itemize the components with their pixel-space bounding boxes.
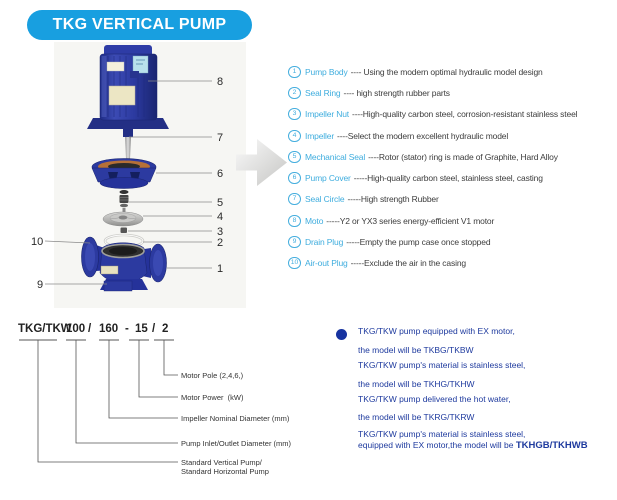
part-row (288, 146, 616, 167)
pump-exploded-diagram (30, 42, 290, 312)
note-last-prefix: equipped with EX motor,the model will be (358, 440, 516, 450)
callout-1: 1 (217, 263, 224, 275)
part-row (288, 253, 616, 274)
part-description: -----High strength Rubber (347, 194, 439, 205)
model-variant-notes (333, 326, 615, 461)
circled-number: 3 (288, 108, 301, 120)
model-segment-pole: 2 (162, 323, 169, 335)
circled-number: 9 (288, 236, 301, 248)
callout-9: 9 (37, 279, 44, 291)
part-name: Impeller (305, 130, 335, 141)
part-description: ---- high strength rubber parts (343, 87, 450, 98)
part-row (288, 231, 616, 252)
pump-cover-illustration (92, 159, 156, 189)
callout-6: 6 (217, 168, 224, 180)
callout-10: 10 (31, 236, 44, 248)
note-line: the model will be TKHG/TKHW (358, 379, 475, 389)
note-last-bold-model: TKHGB/TKHWB (515, 440, 588, 451)
part-row (288, 125, 616, 146)
part-name: Pump Cover (305, 173, 351, 184)
part-row (288, 210, 616, 231)
callout-7: 7 (217, 132, 224, 144)
model-segment-power: 15 (135, 323, 148, 335)
circled-number: 1 (288, 66, 301, 78)
callout-4: 4 (217, 211, 224, 223)
label-motor-power: Motor Power (kW) (181, 393, 244, 402)
part-description: -----Y2 or YX3 series energy-efficient V1 motor (326, 215, 495, 226)
model-separator: / (88, 323, 92, 335)
part-row (288, 61, 616, 82)
circled-number: 7 (288, 193, 301, 205)
page-title: TKG VERTICAL PUMP (27, 10, 252, 40)
part-description: -----Empty the pump case once stopped (346, 237, 491, 248)
motor-nameplate-cream (109, 86, 135, 105)
part-description: -----High-quality carbon steel, stainless steel, casting (353, 173, 543, 184)
part-description: ---- Using the modern optimal hydraulic model design (350, 66, 543, 77)
model-segment-inlet: 100 (66, 323, 86, 335)
part-name: Pump Body (305, 66, 348, 77)
part-description: ----Select the modern excellent hydraulic model (337, 130, 509, 141)
model-separator: - (125, 323, 129, 335)
circled-number: 6 (288, 172, 301, 184)
model-segment-series: TKG/TKW (18, 323, 72, 335)
callout-2: 2 (217, 237, 224, 249)
pump-body-label (101, 266, 118, 274)
part-name: Mechanical Seal (305, 151, 366, 162)
label-inlet-outlet: Pump Inlet/Outlet Diameter (mm) (181, 439, 292, 448)
label-motor-pole: Motor Pole (2,4,6,) (181, 371, 244, 380)
part-row (288, 167, 616, 188)
motor-nameplate-cyan (133, 56, 148, 73)
callout-5: 5 (217, 197, 224, 209)
impeller-nut-illustration (121, 228, 128, 234)
part-name: Air-out Plug (305, 258, 348, 269)
model-separator: / (152, 323, 156, 335)
part-description: -----Exclude the air in the casing (350, 258, 466, 269)
circled-number: 10 (288, 257, 301, 269)
part-description: ----High-quality carbon steel, corrosion-resistant stainless steel (352, 109, 578, 120)
bullet-icon (336, 329, 347, 340)
model-code-text (18, 323, 168, 335)
circled-number: 8 (288, 215, 301, 227)
motor-label-small (107, 62, 124, 71)
label-standard-vertical: Standard Vertical Pump/ (181, 458, 262, 467)
impeller-illustration (103, 212, 143, 226)
part-name: Seal Circle (305, 194, 345, 205)
note-line: the model will be TKRG/TKRW (358, 412, 475, 422)
circled-number: 2 (288, 87, 301, 99)
model-segment-impeller: 160 (99, 323, 119, 335)
label-impeller-diameter: Impeller Nominal Diameter (mm) (181, 414, 290, 423)
callout-8: 8 (217, 76, 224, 88)
part-row (288, 104, 616, 125)
part-name: Seal Ring (305, 87, 341, 98)
note-line-last (358, 440, 588, 451)
note-line: the model will be TKBG/TKBW (358, 345, 474, 355)
part-name: Moto (305, 215, 324, 226)
pump-diagram-svg (30, 42, 290, 312)
parts-list (288, 61, 616, 274)
part-row (288, 189, 616, 210)
model-connector-lines (38, 340, 178, 462)
circled-number: 4 (288, 130, 301, 142)
model-labels (181, 371, 292, 476)
model-code-breakdown (0, 318, 310, 493)
part-description: ----Rotor (stator) ring is made of Graphite, Hard Alloy (368, 151, 558, 162)
callout-3: 3 (217, 226, 224, 238)
note-line: TKG/TKW pump's material is stainless steel, (358, 360, 526, 370)
part-name: Drain Plug (305, 237, 344, 248)
model-code-svg (0, 318, 310, 493)
part-row (288, 82, 616, 103)
note-line: TKG/TKW pump's material is stainless steel, (358, 429, 526, 439)
note-line: TKG/TKW pump delivered the hot water, (358, 394, 511, 404)
note-line: TKG/TKW pump equipped with EX motor, (358, 326, 515, 336)
part-name: Impeller Nut (305, 109, 350, 120)
circled-number: 5 (288, 151, 301, 163)
label-standard-horizontal: Standard Horizontal Pump (181, 467, 269, 476)
